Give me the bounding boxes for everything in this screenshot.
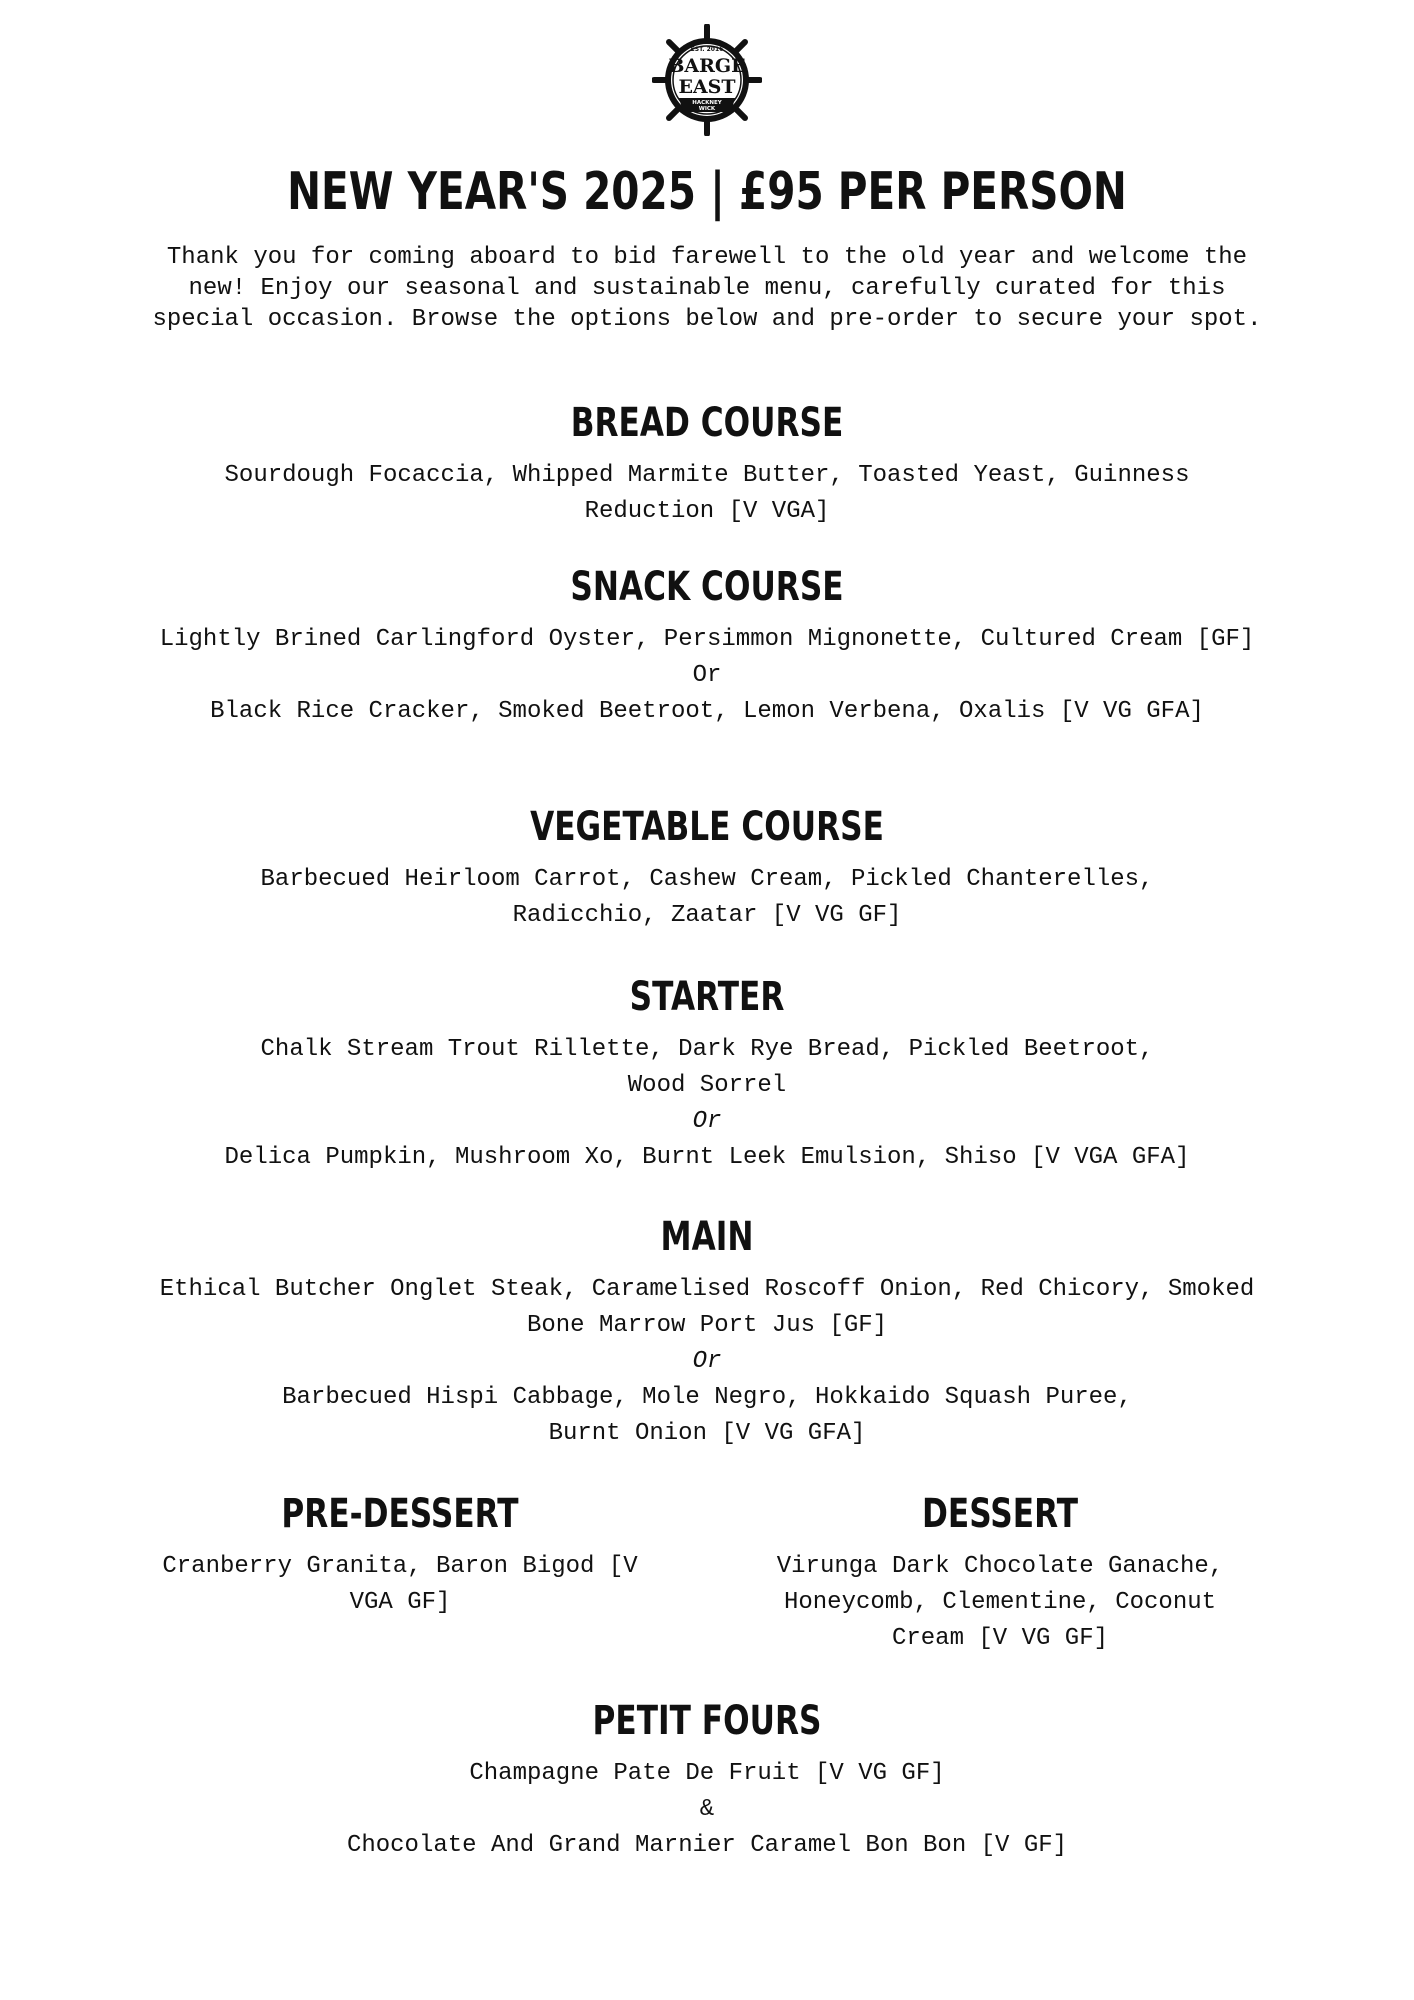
intro-text: Thank you for coming aboard to bid farewell to the old year and welcome the new! Enjoy our seasonal and sustainable menu, carefully curated for this special occasion. Browse the options below and pre-order to secure your spot. [152,244,1262,333]
page-title: NEW YEAR'S 2025 | £95 PER PERSON [287,162,1127,222]
bread-course-heading: BREAD COURSE [570,400,844,446]
main-separator: Or [692,1348,722,1375]
petit-fours-item-1: Champagne Pate De Fruit [V VG GF] [469,1760,945,1787]
snack-course-item-2: Black Rice Cracker, Smoked Beetroot, Lemon Verbena, Oxalis [V VG GFA] [210,698,1204,725]
snack-course-separator: Or [692,662,722,689]
snack-course-heading: SNACK COURSE [570,564,844,610]
starter-item-2: Delica Pumpkin, Mushroom Xo, Burnt Leek Emulsion, Shiso [V VGA GFA] [224,1144,1190,1171]
dessert-heading: DESSERT [922,1491,1078,1537]
bread-course-item: Sourdough Focaccia, Whipped Marmite Butter, Toasted Yeast, Guinness Reduction [V VGA] [224,462,1190,525]
svg-text:EAST: EAST [678,76,736,98]
snack-course-item-1: Lightly Brined Carlingford Oyster, Persimmon Mignonette, Cultured Cream [GF] [159,626,1255,653]
starter-section [130,970,1284,1176]
snack-course-section [130,560,1284,730]
vegetable-course-item: Barbecued Heirloom Carrot, Cashew Cream, Pickled Chanterelles, Radicchio, Zaatar [V VG GF] [260,866,1154,929]
starter-separator: Or [692,1108,722,1135]
svg-text:WICK: WICK [698,106,716,112]
svg-text:EST. 2016: EST. 2016 [690,46,724,53]
svg-text:HACKNEY: HACKNEY [692,100,722,106]
barge-east-logo [652,24,762,136]
pre-dessert-heading: PRE-DESSERT [281,1491,519,1537]
main-section [130,1210,1284,1452]
pre-dessert-section [140,1487,660,1621]
petit-fours-separator: & [699,1796,715,1823]
vegetable-course-heading: VEGETABLE COURSE [530,804,884,850]
main-heading: MAIN [660,1214,754,1260]
petit-fours-section [130,1694,1284,1864]
pre-dessert-item: Cranberry Granita, Baron Bigod [V VGA GF] [162,1553,638,1616]
main-item-2: Barbecued Hispi Cabbage, Mole Negro, Hokkaido Squash Puree, Burnt Onion [V VG GFA] [282,1384,1132,1447]
starter-item-1: Chalk Stream Trout Rillette, Dark Rye Bread, Pickled Beetroot, Wood Sorrel [260,1036,1154,1099]
svg-text:BARGE: BARGE [668,55,746,77]
starter-heading: STARTER [629,974,785,1020]
petit-fours-item-2: Chocolate And Grand Marnier Caramel Bon Bon [V GF] [346,1832,1068,1859]
bread-course-section [130,396,1284,530]
main-item-1: Ethical Butcher Onglet Steak, Caramelised Roscoff Onion, Red Chicory, Smoked Bone Marrow Port Jus [GF] [159,1276,1255,1339]
dessert-section [740,1487,1260,1657]
petit-fours-heading: PETIT FOURS [592,1698,822,1744]
dessert-item: Virunga Dark Chocolate Ganache, Honeycomb, Clementine, Coconut Cream [V VG GF] [776,1553,1224,1652]
vegetable-course-section [130,800,1284,934]
